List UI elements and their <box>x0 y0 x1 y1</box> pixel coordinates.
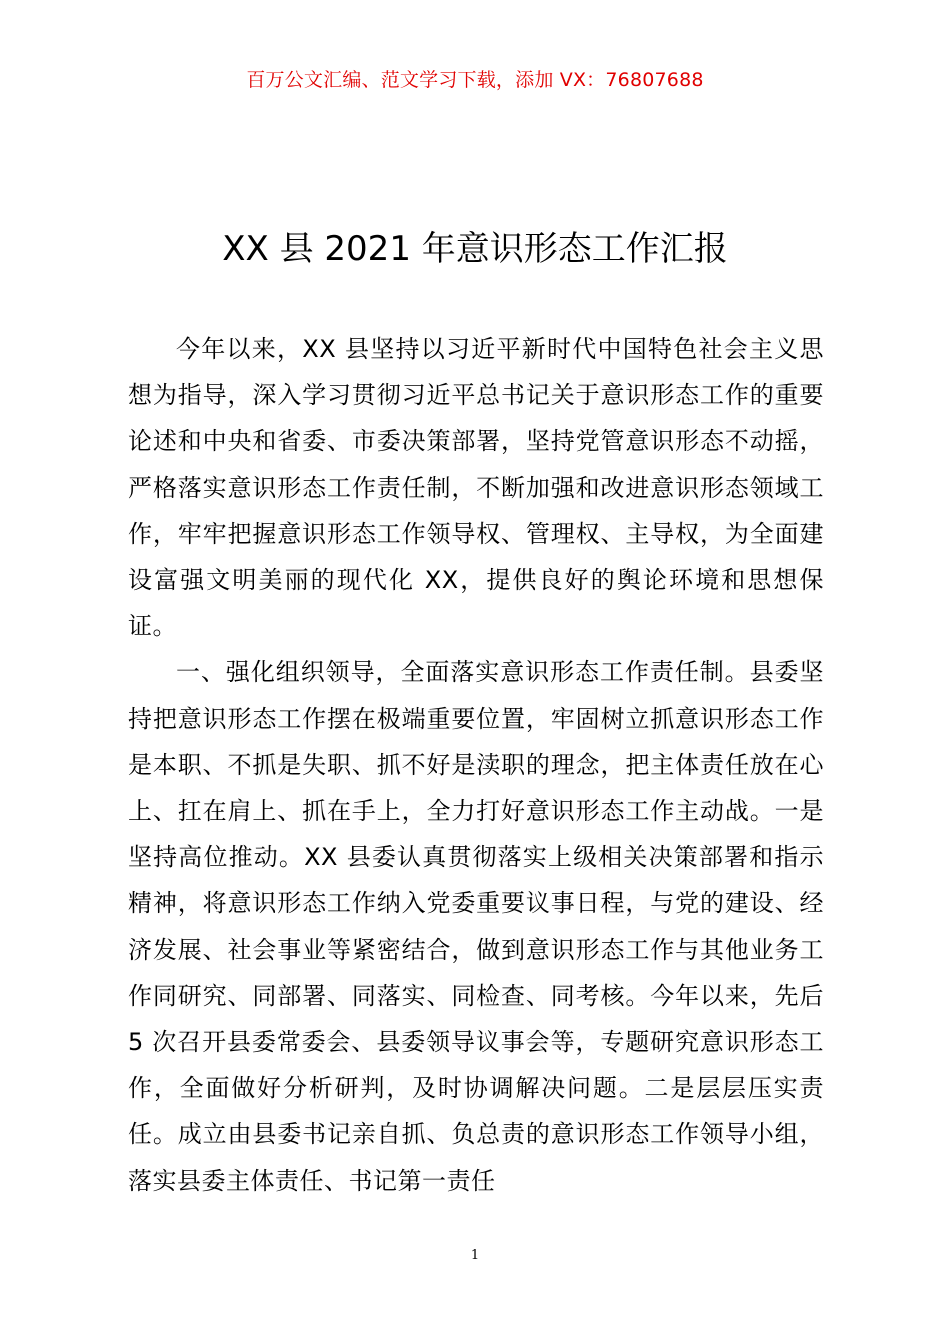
body-paragraph-section-one: 一、强化组织领导，全面落实意识形态工作责任制。县委坚持把意识形态工作摆在极端重要位置，牢固树立抓意识形态工作是本职、不抓是失职、抓不好是渎职的理念，把主体责任放在心上、扛在肩上、抓在手上，全力打好意识形态工作主动战。一是坚持高位推动。XX 县委认真贯彻落实上级相关决策部署和指示精神，将意识形态工作纳入党委重要议事日程，与党的建设、经济发展、社会事业等紧密结合，做到意识形态工作与其他业务工作同研究、同部署、同落实、同检查、同考核。今年以来，先后 5 次召开县委常委会、县委领导议事会等，专题研究意识形态工作，全面做好分析研判，及时协调解决问题。二是层层压实责任。成立由县委书记亲自抓、负总责的意识形态工作领导小组，落实县委主体责任、书记第一责任 <box>128 658 824 1195</box>
document-title: XX 县 2021 年意识形态工作汇报 <box>222 229 728 269</box>
document-body <box>128 326 824 1204</box>
body-paragraph-intro: 今年以来，XX 县坚持以习近平新时代中国特色社会主义思想为指导，深入学习贯彻习近平总书记关于意识形态工作的重要论述和中央和省委、市委决策部署，坚持党管意识形态不动摇，严格落实意识形态工作责任制，不断加强和改进意识形态领域工作，牢牢把握意识形态工作领导权、管理权、主导权，为全面建设富强文明美丽的现代化 XX，提供良好的舆论环境和思想保证。 <box>128 335 824 641</box>
page-number: 1 <box>470 1248 480 1263</box>
header-promo-text: 百万公文汇编、范文学习下载，添加 VX：76807688 <box>246 69 704 91</box>
